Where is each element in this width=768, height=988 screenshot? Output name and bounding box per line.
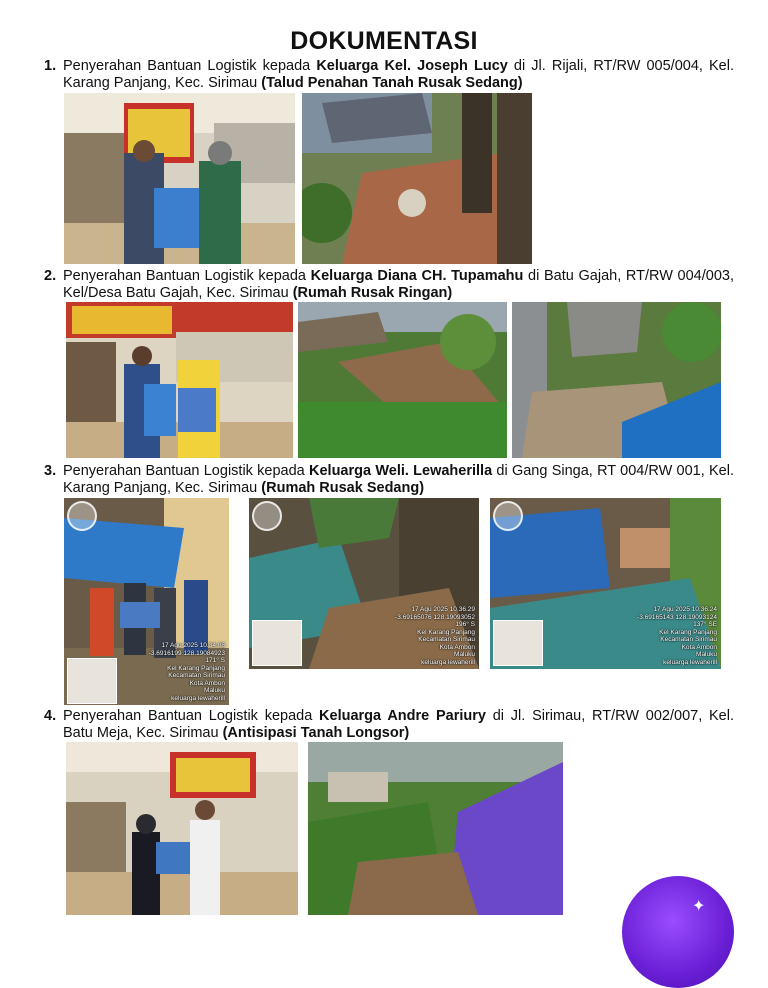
compass-icon (493, 501, 523, 531)
photo-damage-1 (302, 93, 532, 264)
page-title: DOKUMENTASI (290, 27, 478, 55)
family-name: Keluarga Diana CH. Tupamahu (310, 268, 524, 284)
photo-handover-2 (66, 302, 293, 458)
doc-item-2 (44, 268, 734, 302)
damage-status: (Antisipasi Tanah Longsor) (222, 725, 410, 741)
photo-damage-3b (490, 498, 721, 669)
item-caption: Penyerahan Bantuan Logistik kepada Keluarga Andre Pariury di Jl. Sirimau, RT/RW 002/007, Kel. Batu Meja, Kec. Sirimau (Antisipasi Tanah Longsor) (63, 708, 734, 741)
family-name: Keluarga Kel. Joseph Lucy (316, 58, 508, 74)
photo-handover-4 (66, 742, 298, 915)
map-thumbnail (252, 620, 302, 666)
doc-item-3 (44, 463, 734, 497)
photo-handover-1 (64, 93, 295, 264)
photo-damage-3a (249, 498, 479, 669)
item-caption: Penyerahan Bantuan Logistik kepada Keluarga Weli. Lewaherilla di Gang Singa, RT 004/RW 001, Kel. Karang Panjang, Kec. Sirimau (Rumah Rusak Sedang) (63, 463, 734, 496)
sparkle-icon: ✦ (692, 898, 706, 915)
map-thumbnail (493, 620, 543, 666)
item-number: 3. (44, 463, 57, 479)
damage-status: (Rumah Rusak Ringan) (292, 285, 453, 301)
photo-damage-4 (308, 742, 563, 915)
map-thumbnail (67, 658, 117, 704)
damage-status: (Rumah Rusak Sedang) (261, 480, 425, 496)
photo-timestamp: 17 Agu 2025 10.36.29 -3.69165076 128.19093052 196° S Kel Karang Panjang Kecamatan Sirimau Kota Ambon Maluku keluarga lewaherill (395, 606, 475, 666)
item-number: 1. (44, 58, 57, 74)
photo-timestamp: 17 Agu 2025 10.34.08 -3.6916199 128.19084923 171° S Kel Karang Panjang Kecamatan Sirimau Kota Ambon Maluku keluarga lewaherill (148, 642, 225, 702)
family-name: Keluarga Andre Pariury (319, 708, 486, 724)
photo-damage-2b (512, 302, 721, 458)
assistant-orb-icon[interactable] (622, 876, 734, 988)
photo-damage-2a (298, 302, 507, 458)
compass-icon (67, 501, 97, 531)
photo-handover-3 (64, 498, 229, 705)
item-number: 4. (44, 708, 57, 724)
family-name: Keluarga Weli. Lewaherilla (309, 463, 493, 479)
photo-timestamp: 17 Agu 2025 10.36.24 -3.69165143 128.19093124 137° SE Kel Karang Panjang Kecamatan Sirimau Kota Ambon Maluku keluarga lewaherill (637, 606, 717, 666)
doc-item-4 (44, 708, 734, 742)
item-caption: Penyerahan Bantuan Logistik kepada Keluarga Diana CH. Tupamahu di Batu Gajah, RT/RW 004/003, Kel/Desa Batu Gajah, Kec. Sirimau (Rumah Rusak Ringan) (63, 268, 734, 301)
item-number: 2. (44, 268, 57, 284)
compass-icon (252, 501, 282, 531)
damage-status: (Talud Penahan Tanah Rusak Sedang) (261, 75, 523, 91)
doc-item-1 (44, 58, 734, 92)
item-caption: Penyerahan Bantuan Logistik kepada Keluarga Kel. Joseph Lucy di Jl. Rijali, RT/RW 005/004, Kel. Karang Panjang, Kec. Sirimau (Talud Penahan Tanah Rusak Sedang) (63, 58, 734, 91)
